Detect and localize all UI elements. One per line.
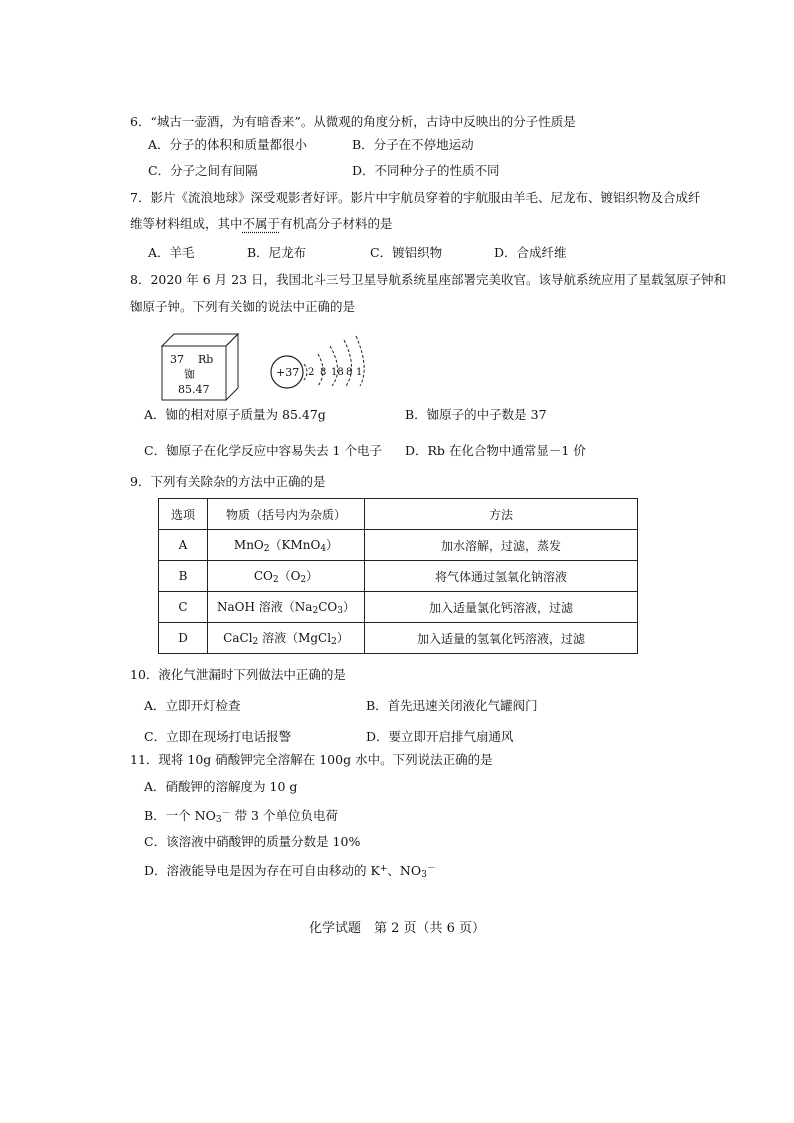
q10-option-d: D．要立即开启排气扇通风	[366, 729, 514, 744]
electron-shell-2: 8	[320, 367, 327, 378]
header-substance: 物质（括号内为杂质）	[208, 499, 365, 530]
row-option: C	[159, 592, 208, 623]
q7-option-a: A．羊毛	[148, 245, 195, 260]
q11-option-c: C．该溶液中硝酸钾的质量分数是 10%	[144, 834, 361, 849]
q6-stem: 6．“城古一壶酒，为有暗香来”。从微观的角度分析，古诗中反映出的分子性质是	[130, 114, 576, 129]
electron-shell-5: 1	[356, 367, 363, 378]
nucleus-charge: +37	[276, 366, 300, 379]
header-method: 方法	[365, 499, 638, 530]
q10-option-c: C．立即在现场打电话报警	[144, 729, 292, 744]
q7-option-b: B．尼龙布	[247, 245, 307, 260]
q10-option-b: B．首先迅速关闭液化气罐阀门	[366, 698, 538, 713]
row-method: 加入适量氯化钙溶液，过滤	[365, 592, 638, 623]
q8-option-d: D．Rb 在化合物中通常显－1 价	[405, 443, 586, 458]
q11-option-b: B．一个 $NO_3^-$ 带 3 个单位负电荷	[144, 808, 338, 825]
row-substance: MnO$_2$（KMnO$_4$）	[208, 530, 365, 561]
q8-option-a: A．铷的相对原子质量为 85.47g	[144, 407, 326, 422]
element-atomic-mass: 85.47	[178, 383, 210, 396]
header-option: 选项	[159, 499, 208, 530]
q8-option-b: B．铷原子的中子数是 37	[405, 407, 547, 422]
q6-option-d: D．不同种分子的性质不同	[352, 163, 500, 178]
row-substance: $CO_2(O_2)$	[208, 561, 365, 592]
element-name: 铷	[184, 368, 195, 381]
q8-option-c: C．铷原子在化学反应中容易失去 1 个电子	[144, 443, 382, 458]
row-option: B	[159, 561, 208, 592]
q10-stem: 10．液化气泄漏时下列做法中正确的是	[130, 667, 346, 682]
q8-stem-line2: 铷原子钟。下列有关铷的说法中正确的是	[130, 299, 356, 314]
table-row	[159, 530, 638, 561]
element-atomic-number: 37	[170, 353, 184, 366]
electron-shell-3: 18	[331, 367, 344, 378]
table-row	[159, 592, 638, 623]
row-option: A	[159, 530, 208, 561]
electron-shell-1: 2	[308, 367, 315, 378]
row-method: 将气体通过氢氧化钠溶液	[365, 561, 638, 592]
q7-option-c: C．镀铝织物	[370, 245, 443, 260]
q9-stem: 9．下列有关除杂的方法中正确的是	[130, 474, 326, 489]
row-option: D	[159, 623, 208, 654]
q7-stem-line1: 7．影片《流浪地球》深受观影者好评。影片中宇航员穿着的宇航服由羊毛、尼龙布、镀铝织物及合成纤	[130, 190, 701, 205]
page-footer: 化学试题 第 2 页（共 6 页）	[308, 921, 486, 936]
q7-emphasis: 不属于	[242, 216, 281, 231]
row-substance: CaCl$_2$ 溶液（MgCl$_2$）	[208, 623, 365, 654]
table-row	[159, 561, 638, 592]
q6-option-b: B．分子在不停地运动	[352, 137, 474, 152]
q6-option-c: C．分子之间有间隔	[148, 163, 258, 178]
q6-option-a: A．分子的体积和质量都很小	[148, 137, 308, 152]
q11-option-d: D．溶液能导电是因为存在可自由移动的 K+、$NO_3^-$	[144, 863, 436, 880]
electron-shell-4: 8	[346, 367, 353, 378]
q8-stem-line1: 8．2020 年 6 月 23 日，我国北斗三号卫星导航系统星座部署完美收官。该导航系统应用了星载氢原子钟和	[130, 272, 726, 287]
row-method: 加入适量的氢氧化钙溶液，过滤	[365, 623, 638, 654]
q7-option-d: D．合成纤维	[494, 245, 567, 260]
q11-stem: 11．现将 10g 硝酸钾完全溶解在 100g 水中。下列说法正确的是	[130, 752, 493, 767]
element-symbol: Rb	[198, 353, 214, 366]
table-header-row	[159, 499, 638, 530]
q11-option-a: A．硝酸钾的溶解度为 10 g	[144, 779, 298, 794]
table-row	[159, 623, 638, 654]
row-method: 加水溶解，过滤，蒸发	[365, 530, 638, 561]
purification-table	[158, 498, 638, 654]
q7-stem-line2: 维等材料组成，其中不属于有机高分子材料的是	[130, 216, 393, 231]
q10-option-a: A．立即开灯检查	[144, 698, 241, 713]
row-substance: NaOH 溶液$(Na_2CO_3)$	[208, 592, 365, 623]
